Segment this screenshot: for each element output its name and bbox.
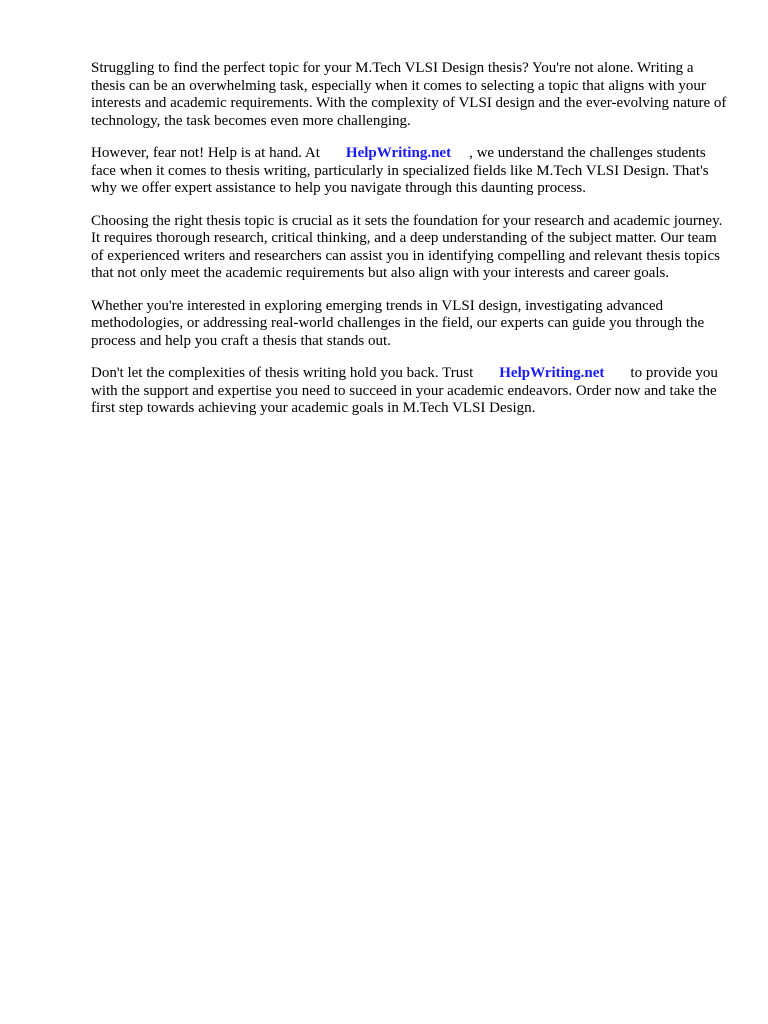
- paragraph-help-after: , we understand the challenges students face when it comes to thesis writing, particularly in specialized fields like M.Tech VLSI Design. That's why we offer expert assistance to help you navigate through this daunting process.: [91, 145, 709, 196]
- paragraph-help-before: However, fear not! Help is at hand. At: [91, 145, 320, 161]
- paragraph-whether: Whether you're interested in exploring emerging trends in VLSI design, investigating advanced methodologies, or addressing real-world challenges in the field, our experts can guide you through the process and help you craft a thesis that stands out.: [91, 297, 705, 349]
- paragraph-trust: [91, 365, 731, 418]
- paragraph-trust-after: to provide you with the support and expertise you need to succeed in your academic endeavors. Order now and take the first step towards achieving your academic goals in M.Tech VLSI Design.: [91, 365, 718, 416]
- paragraph-choosing: Choosing the right thesis topic is crucial as it sets the foundation for your research and academic journey. It requires thorough research, critical thinking, and a deep understanding of the subject matter. Our team of experienced writers and researchers can assist you in identifying compelling and relevant thesis topics that not only meet the academic requirements but also align with your interests and career goals.: [91, 212, 723, 281]
- paragraph-help: [91, 145, 731, 198]
- paragraph-trust-before: Don't let the complexities of thesis writing hold you back. Trust: [91, 365, 474, 381]
- helpwriting-link-2[interactable]: HelpWriting.net: [499, 365, 605, 381]
- document-body: [91, 60, 731, 433]
- helpwriting-link-1[interactable]: HelpWriting.net: [345, 145, 452, 161]
- paragraph-intro: Struggling to find the perfect topic for your M.Tech VLSI Design thesis? You're not alone. Writing a thesis can be an overwhelming task, especially when it comes to selecting a topic that aligns with your interests and academic requirements. With the complexity of VLSI design and the ever-evolving nature of technology, the task becomes even more challenging.: [91, 60, 727, 129]
